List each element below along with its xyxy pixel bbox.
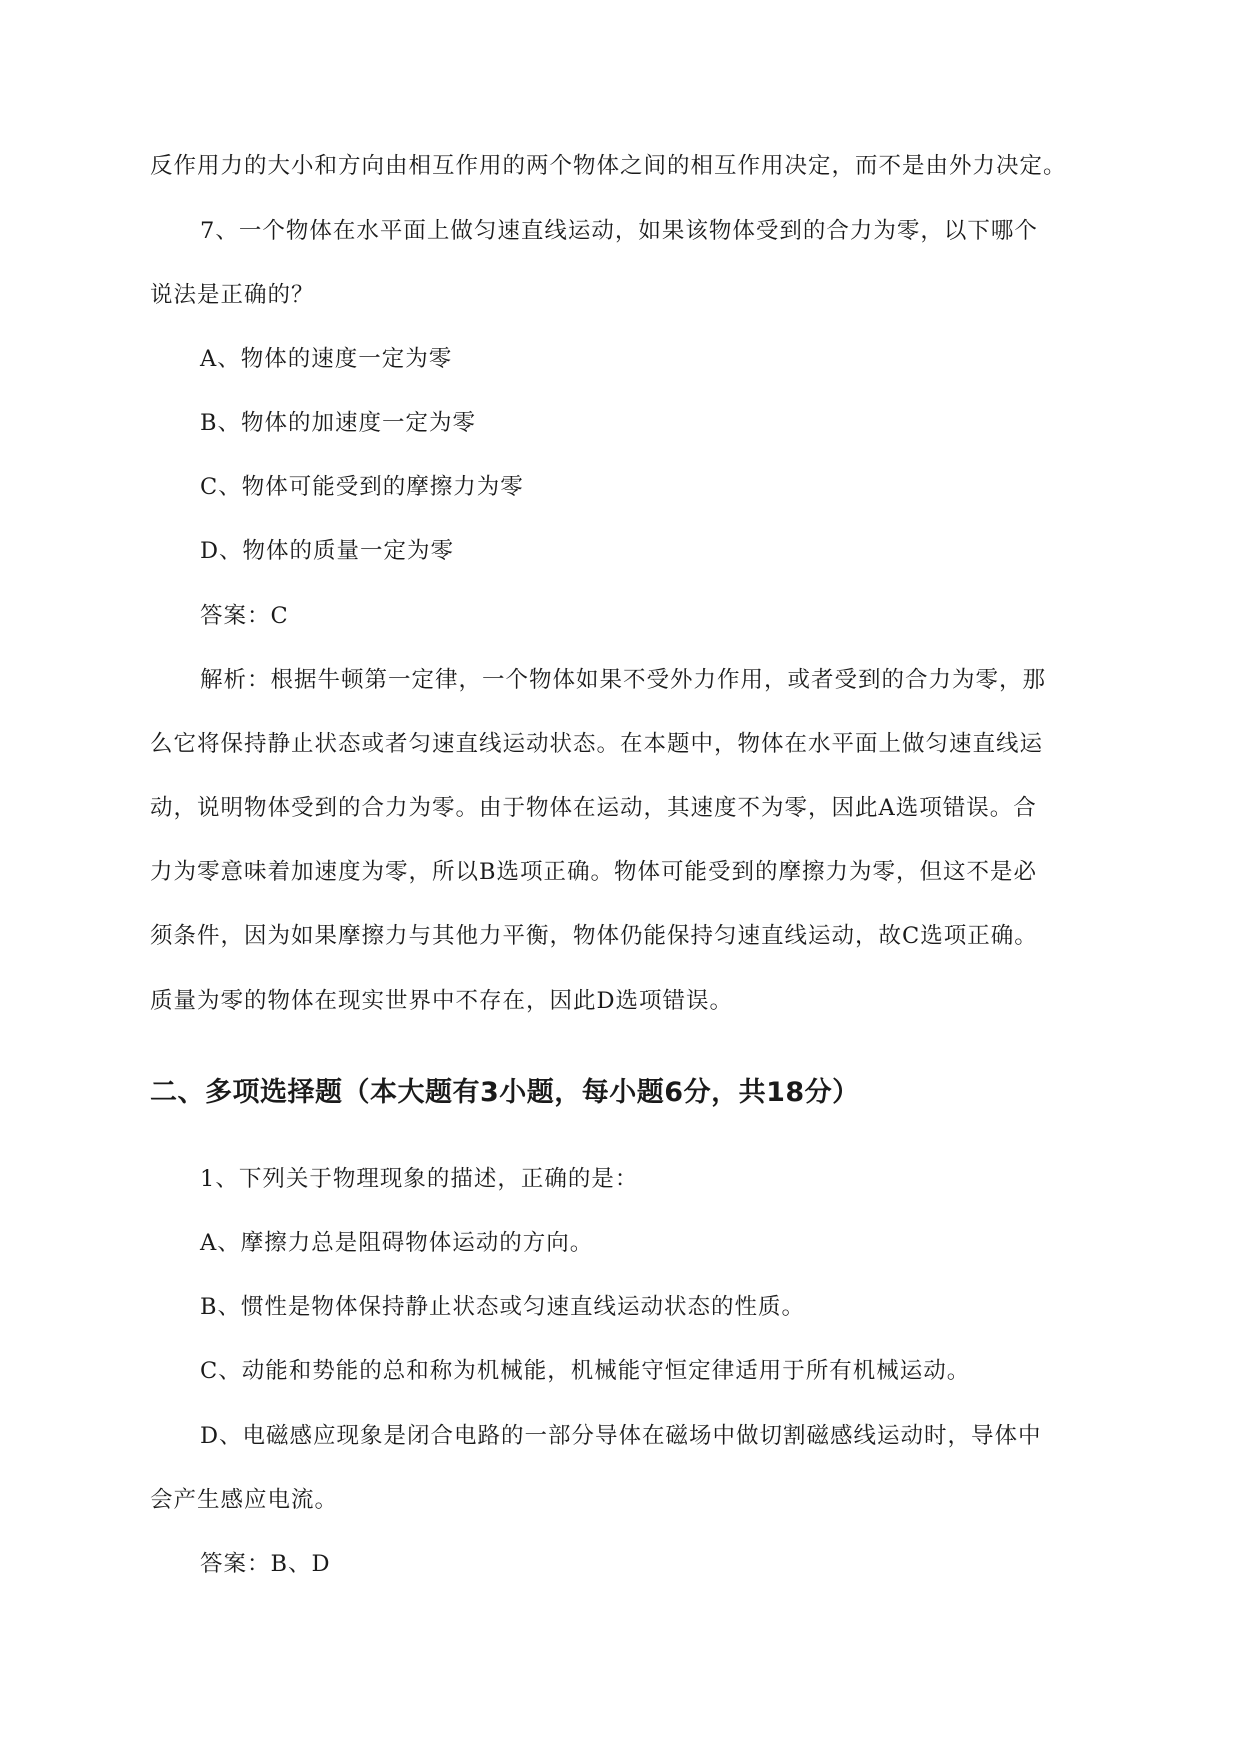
previous-explanation-tail: 反作用力的大小和方向由相互作用的两个物体之间的相互作用决定，而不是由外力决定。 <box>150 153 1067 179</box>
question-7-explanation-line-5: 须条件，因为如果摩擦力与其他力平衡，物体仍能保持匀速直线运动，故C选项正确。 <box>150 923 1038 949</box>
section-2-heading: 二、多项选择题（本大题有3小题，每小题6分，共18分） <box>150 1077 860 1108</box>
question-7-stem-line-2: 说法是正确的？ <box>150 282 315 308</box>
section-2-question-1-option-a: A、摩擦力总是阻碍物体运动的方向。 <box>200 1230 594 1256</box>
section-2-question-1-option-c: C、动能和势能的总和称为机械能，机械能守恒定律适用于所有机械运动。 <box>200 1358 971 1384</box>
question-7-explanation-line-4: 力为零意味着加速度为零，所以B选项正确。物体可能受到的摩擦力为零，但这不是必 <box>150 859 1038 885</box>
section-2-question-1-option-b: B、惯性是物体保持静止状态或匀速直线运动状态的性质。 <box>200 1294 806 1320</box>
question-7-stem-line-1: 7、一个物体在水平面上做匀速直线运动，如果该物体受到的合力为零，以下哪个 <box>200 218 1038 244</box>
question-7-explanation-line-1: 解析：根据牛顿第一定律，一个物体如果不受外力作用，或者受到的合力为零，那 <box>200 667 1047 693</box>
section-2-question-1-answer: 答案：B、D <box>200 1551 331 1577</box>
section-2-question-1-option-d-line-1: D、电磁感应现象是闭合电路的一部分导体在磁场中做切割磁感线运动时，导体中 <box>200 1423 1042 1449</box>
question-7-explanation-line-3: 动，说明物体受到的合力为零。由于物体在运动，其速度不为零，因此A选项错误。合 <box>150 795 1037 821</box>
question-7-answer: 答案：C <box>200 603 289 629</box>
question-7-explanation-line-2: 么它将保持静止状态或者匀速直线运动状态。在本题中，物体在水平面上做匀速直线运 <box>150 731 1044 757</box>
question-7-option-c: C、物体可能受到的摩擦力为零 <box>200 474 524 500</box>
question-7-option-d: D、物体的质量一定为零 <box>200 538 455 564</box>
question-7-option-b: B、物体的加速度一定为零 <box>200 410 477 436</box>
question-7-option-a: A、物体的速度一定为零 <box>200 346 453 372</box>
question-7-explanation-line-6: 质量为零的物体在现实世界中不存在，因此D选项错误。 <box>150 988 734 1014</box>
section-2-question-1-stem: 1、下列关于物理现象的描述，正确的是： <box>200 1166 639 1192</box>
section-2-question-1-option-d-line-2: 会产生感应电流。 <box>150 1487 339 1513</box>
